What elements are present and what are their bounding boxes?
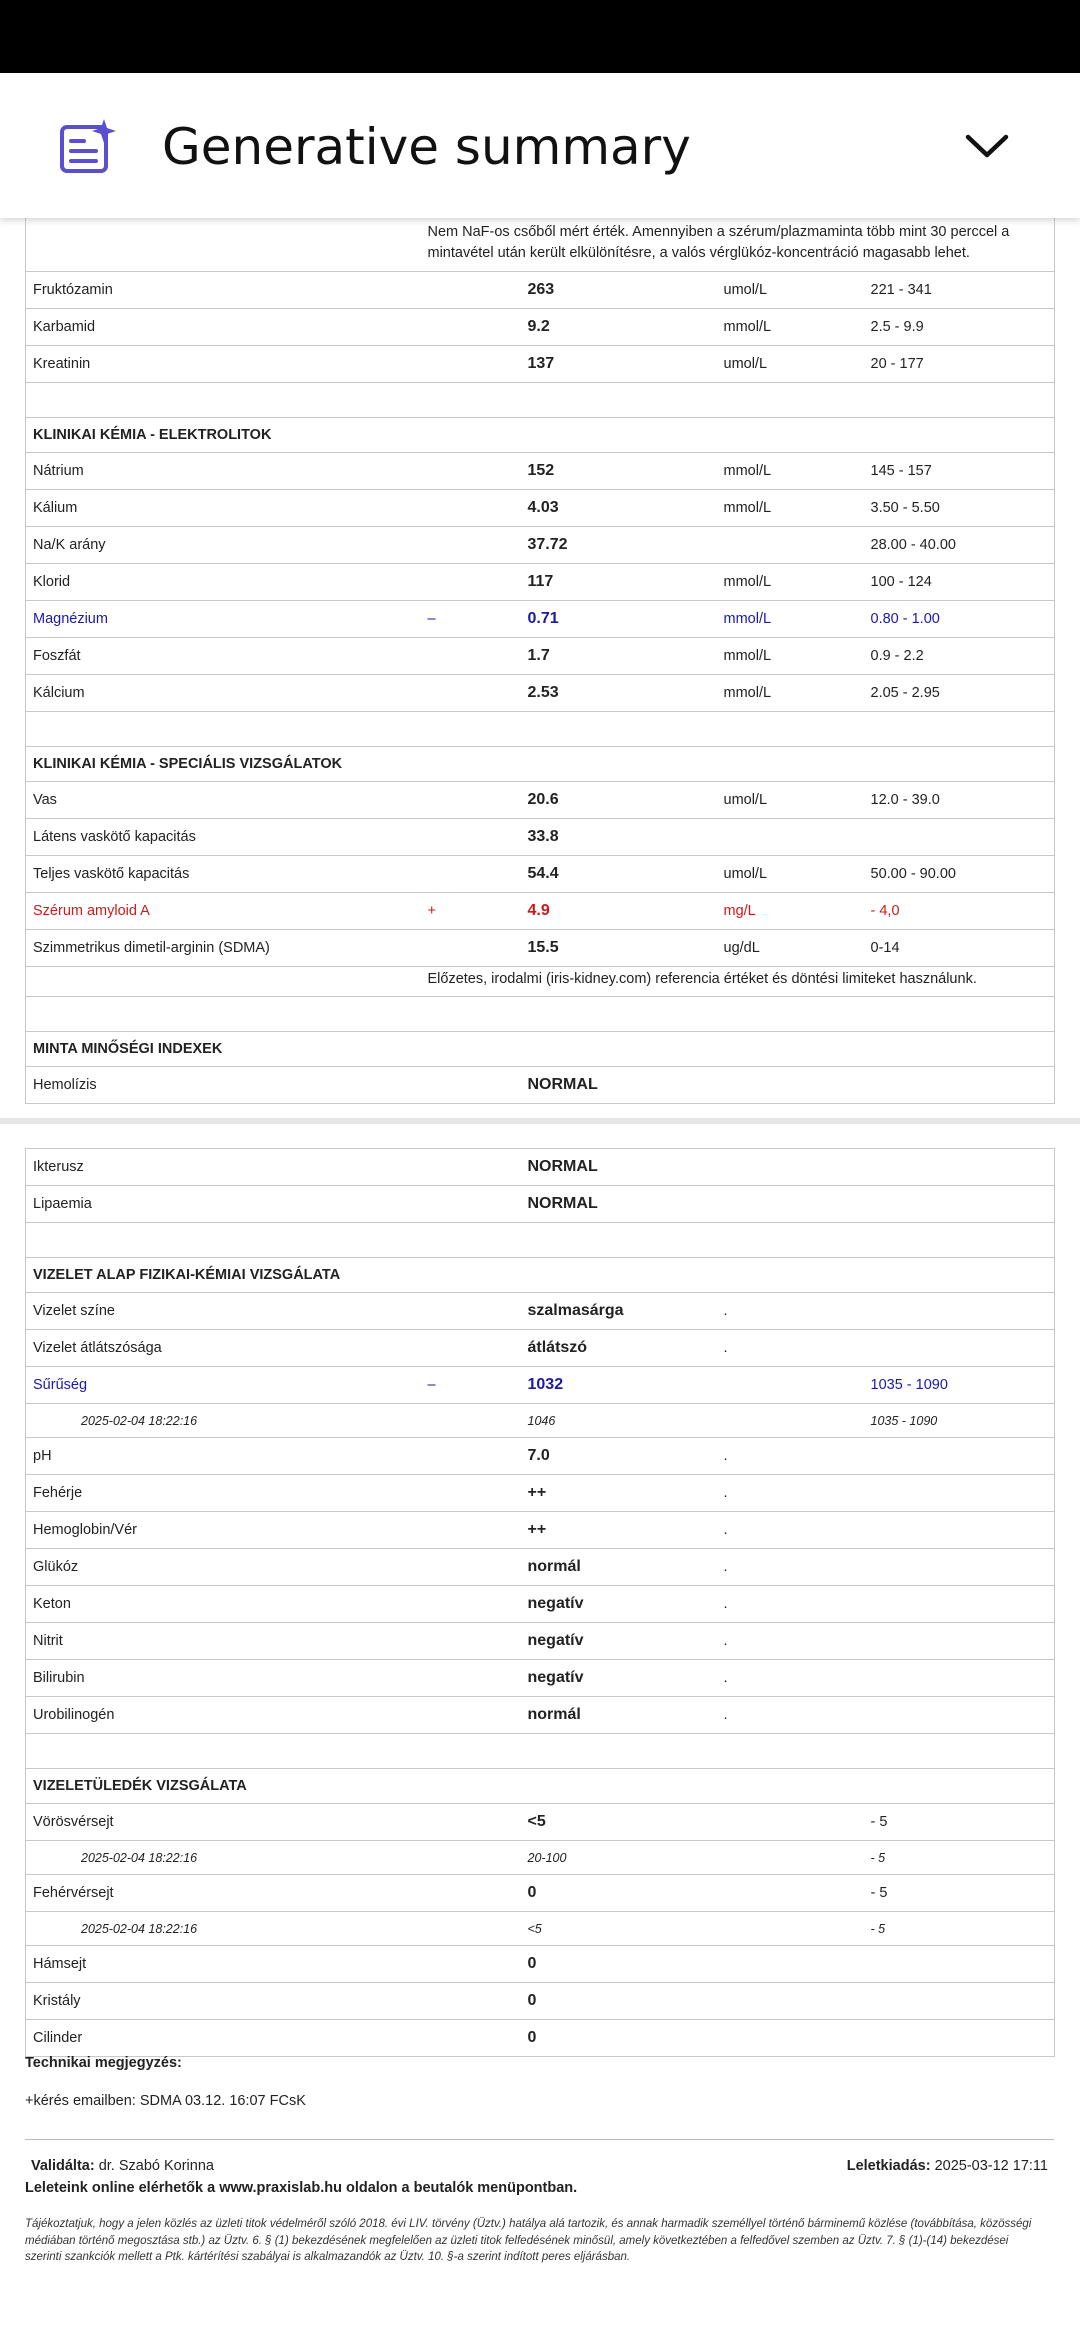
result-unit: .: [717, 1330, 864, 1367]
result-unit: [717, 1804, 864, 1841]
result-unit: ug/dL: [717, 930, 864, 967]
result-unit: .: [717, 1475, 864, 1512]
result-flag: [421, 1293, 521, 1330]
section-header: [26, 1032, 1055, 1067]
result-unit: mmol/L: [717, 601, 864, 638]
empty-cell: [421, 1912, 521, 1946]
result-value: normál: [521, 1697, 717, 1734]
result-value: negatív: [521, 1660, 717, 1697]
result-row: [26, 638, 1055, 675]
test-name: Fehérje: [26, 1475, 421, 1512]
result-row: [26, 527, 1055, 564]
reference-range: 100 - 124: [864, 564, 1055, 601]
test-name: Nitrit: [26, 1623, 421, 1660]
result-value: 263: [521, 272, 717, 309]
result-value: 0.71: [521, 601, 717, 638]
history-range: 1035 - 1090: [864, 1404, 1055, 1438]
empty-cell: [421, 1841, 521, 1875]
result-flag: [421, 1946, 521, 1983]
reference-range: 221 - 341: [864, 272, 1055, 309]
reference-range: [864, 1438, 1055, 1475]
result-row: [26, 2020, 1055, 2057]
test-name: Kristály: [26, 1983, 421, 2020]
result-unit: [717, 527, 864, 564]
reference-range: 0-14: [864, 930, 1055, 967]
result-flag: [421, 1475, 521, 1512]
results-table: [25, 218, 1055, 1104]
result-row: [26, 272, 1055, 309]
note-text: Előzetes, irodalmi (iris-kidney.com) referencia értéket és döntési limiteket használunk.: [421, 967, 1055, 997]
result-value: 7.0: [521, 1438, 717, 1475]
result-unit: [717, 1186, 864, 1223]
test-name: Nátrium: [26, 453, 421, 490]
result-row: [26, 490, 1055, 527]
result-row: [26, 1697, 1055, 1734]
test-name: Fehérvérsejt: [26, 1875, 421, 1912]
empty-cell: [26, 712, 1055, 747]
result-value: 4.9: [521, 893, 717, 930]
result-row: [26, 1512, 1055, 1549]
result-flag: [421, 1549, 521, 1586]
result-flag: [421, 1804, 521, 1841]
test-name: Hemoglobin/Vér: [26, 1512, 421, 1549]
spacer-row: [26, 712, 1055, 747]
result-value: negatív: [521, 1586, 717, 1623]
reference-range: [864, 1149, 1055, 1186]
result-value: 0: [521, 1946, 717, 1983]
section-title: KLINIKAI KÉMIA - SPECIÁLIS VIZSGÁLATOK: [26, 747, 1055, 782]
result-row: [26, 893, 1055, 930]
empty-cell: [421, 1404, 521, 1438]
result-value: 0: [521, 2020, 717, 2057]
result-unit: [717, 1367, 864, 1404]
result-flag: [421, 1438, 521, 1475]
result-row: [26, 346, 1055, 383]
result-row: [26, 856, 1055, 893]
result-value: 15.5: [521, 930, 717, 967]
reference-range: - 5: [864, 1875, 1055, 1912]
result-unit: .: [717, 1660, 864, 1697]
result-value: 0: [521, 1875, 717, 1912]
result-value: 1.7: [521, 638, 717, 675]
test-name: Hemolízis: [26, 1067, 421, 1104]
reference-range: 1035 - 1090: [864, 1367, 1055, 1404]
result-unit: mmol/L: [717, 490, 864, 527]
reference-range: 145 - 157: [864, 453, 1055, 490]
note-row: [26, 218, 1055, 272]
reference-range: 28.00 - 40.00: [864, 527, 1055, 564]
history-date: 2025-02-04 18:22:16: [26, 1841, 421, 1875]
result-unit: .: [717, 1697, 864, 1734]
result-row: [26, 1149, 1055, 1186]
spacer-row: [26, 1734, 1055, 1769]
test-name: Fruktózamin: [26, 272, 421, 309]
result-unit: [717, 1983, 864, 2020]
result-unit: .: [717, 1512, 864, 1549]
result-value: ++: [521, 1475, 717, 1512]
result-flag: [421, 490, 521, 527]
test-name: pH: [26, 1438, 421, 1475]
result-unit: [717, 819, 864, 856]
result-flag: [421, 453, 521, 490]
result-unit: umol/L: [717, 782, 864, 819]
result-value: 0: [521, 1983, 717, 2020]
history-range: - 5: [864, 1912, 1055, 1946]
result-flag: [421, 1186, 521, 1223]
result-value: 9.2: [521, 309, 717, 346]
empty-cell: [26, 1734, 1055, 1769]
result-flag: [421, 272, 521, 309]
result-row: [26, 453, 1055, 490]
result-row: [26, 601, 1055, 638]
history-value: 20-100: [521, 1841, 717, 1875]
reference-range: 0.80 - 1.00: [864, 601, 1055, 638]
test-name: Glükóz: [26, 1549, 421, 1586]
reference-range: [864, 1586, 1055, 1623]
reference-range: 12.0 - 39.0: [864, 782, 1055, 819]
reference-range: [864, 1946, 1055, 1983]
empty-cell: [717, 1841, 864, 1875]
reference-range: 3.50 - 5.50: [864, 490, 1055, 527]
test-name: Kálcium: [26, 675, 421, 712]
result-flag: [421, 1512, 521, 1549]
test-name: Na/K arány: [26, 527, 421, 564]
result-flag: [421, 819, 521, 856]
empty-cell: [26, 1223, 1055, 1258]
result-value: 1032: [521, 1367, 717, 1404]
result-value: 54.4: [521, 856, 717, 893]
empty-cell: [717, 1912, 864, 1946]
history-range: - 5: [864, 1841, 1055, 1875]
result-flag: [421, 527, 521, 564]
result-value: <5: [521, 1804, 717, 1841]
result-row: [26, 1475, 1055, 1512]
result-flag: [421, 782, 521, 819]
result-row: [26, 1293, 1055, 1330]
chevron-down-icon[interactable]: [962, 125, 1012, 165]
result-unit: .: [717, 1438, 864, 1475]
result-row: [26, 1586, 1055, 1623]
reference-range: [864, 1549, 1055, 1586]
test-name: Magnézium: [26, 601, 421, 638]
result-value: normál: [521, 1549, 717, 1586]
report-page-2: [25, 1148, 1054, 2057]
test-name: Bilirubin: [26, 1660, 421, 1697]
test-name: Kreatinin: [26, 346, 421, 383]
result-row: [26, 1549, 1055, 1586]
result-unit: .: [717, 1549, 864, 1586]
result-flag: [421, 1660, 521, 1697]
result-unit: mg/L: [717, 893, 864, 930]
history-date: 2025-02-04 18:22:16: [26, 1912, 421, 1946]
legal-disclaimer: Tájékoztatjuk, hogy a jelen közlés az üzleti titok védelméről szóló 2018. évi LIV. törvény (Üztv.) hatálya alá tartozik, és annak harmadik személlyel történő bárminemű közlése (továbbítása, közösségi médiában történő megosztása stb.) az Üztv. 6. § (1) bekezdésének megfelelően az üzleti titok felfedésének minősül, amely következtében a felfedővel szemben az Üztv. 7. § (1)-(14) bekezdései szerinti szankciók mellett a Ptk. kártérítési szabályai is alkalmazandók az Üztv. 10. §-a szerint indított peres eljárásban.: [25, 2218, 1032, 2263]
result-unit: [717, 1067, 864, 1104]
result-row: [26, 1623, 1055, 1660]
reference-range: [864, 1330, 1055, 1367]
note-text: Nem NaF-os csőből mért érték. Amennyiben a szérum/plazmaminta több mint 30 perccel a mintavétel után került elkülönítésre, a valós vérglükóz-koncentráció magasabb lehet.: [421, 218, 1055, 272]
test-name: Vas: [26, 782, 421, 819]
test-name: Ikterusz: [26, 1149, 421, 1186]
reference-range: - 5: [864, 1804, 1055, 1841]
result-flag: –: [421, 1367, 521, 1404]
test-name: Klorid: [26, 564, 421, 601]
reference-range: 50.00 - 90.00: [864, 856, 1055, 893]
result-flag: [421, 346, 521, 383]
test-name: Cilinder: [26, 2020, 421, 2057]
test-name: Keton: [26, 1586, 421, 1623]
note-row: [26, 967, 1055, 997]
validated-by-name: dr. Szabó Korinna: [98, 2158, 214, 2174]
technical-note-label: Technikai megjegyzés:: [25, 2055, 182, 2071]
result-value: 137: [521, 346, 717, 383]
result-row: [26, 1367, 1055, 1404]
validated-by-label: Validálta:: [31, 2158, 95, 2174]
header-title: Generative summary: [162, 118, 691, 176]
result-flag: [421, 1067, 521, 1104]
test-name: Vizelet színe: [26, 1293, 421, 1330]
reference-range: [864, 1660, 1055, 1697]
result-row: [26, 1804, 1055, 1841]
history-row: [26, 1912, 1055, 1946]
result-unit: mmol/L: [717, 564, 864, 601]
result-value: 33.8: [521, 819, 717, 856]
result-value: NORMAL: [521, 1186, 717, 1223]
spacer-row: [26, 383, 1055, 418]
result-row: [26, 1186, 1055, 1223]
section-title: VIZELET ALAP FIZIKAI-KÉMIAI VIZSGÁLATA: [26, 1258, 1055, 1293]
result-unit: mmol/L: [717, 675, 864, 712]
result-flag: [421, 930, 521, 967]
test-name: Szérum amyloid A: [26, 893, 421, 930]
result-value: 2.53: [521, 675, 717, 712]
test-name: Urobilinogén: [26, 1697, 421, 1734]
test-name: Karbamid: [26, 309, 421, 346]
result-unit: .: [717, 1586, 864, 1623]
app-header: [0, 73, 1080, 218]
test-name: Teljes vaskötő kapacitás: [26, 856, 421, 893]
result-row: [26, 930, 1055, 967]
history-value: <5: [521, 1912, 717, 1946]
result-row: [26, 1983, 1055, 2020]
section-header: [26, 1769, 1055, 1804]
reference-range: [864, 1697, 1055, 1734]
test-name: Vörösvérsejt: [26, 1804, 421, 1841]
result-value: 117: [521, 564, 717, 601]
section-header: [26, 747, 1055, 782]
empty-cell: [26, 383, 1055, 418]
result-value: NORMAL: [521, 1149, 717, 1186]
issue-date-value: 2025-03-12 17:11: [934, 2158, 1048, 2174]
result-row: [26, 1946, 1055, 1983]
result-row: [26, 782, 1055, 819]
spacer-row: [26, 997, 1055, 1032]
reference-range: 2.05 - 2.95: [864, 675, 1055, 712]
reference-range: 20 - 177: [864, 346, 1055, 383]
history-value: 1046: [521, 1404, 717, 1438]
result-value: szalmasárga: [521, 1293, 717, 1330]
empty-cell: [26, 997, 1055, 1032]
result-value: 20.6: [521, 782, 717, 819]
empty-cell: [26, 967, 421, 997]
result-row: [26, 1875, 1055, 1912]
result-unit: umol/L: [717, 346, 864, 383]
result-unit: umol/L: [717, 272, 864, 309]
section-header: [26, 418, 1055, 453]
test-name: Vizelet átlátszósága: [26, 1330, 421, 1367]
result-row: [26, 1330, 1055, 1367]
test-name: Látens vaskötő kapacitás: [26, 819, 421, 856]
result-unit: [717, 1875, 864, 1912]
result-value: átlátszó: [521, 1330, 717, 1367]
result-row: [26, 819, 1055, 856]
result-value: NORMAL: [521, 1067, 717, 1104]
section-title: KLINIKAI KÉMIA - ELEKTROLITOK: [26, 418, 1055, 453]
report-page-1: [25, 218, 1054, 1104]
history-row: [26, 1841, 1055, 1875]
reference-range: 2.5 - 9.9: [864, 309, 1055, 346]
empty-cell: [717, 1404, 864, 1438]
result-flag: [421, 1983, 521, 2020]
validated-by: [31, 2158, 214, 2174]
result-unit: .: [717, 1623, 864, 1660]
result-flag: [421, 856, 521, 893]
status-bar: [0, 0, 1080, 73]
reference-range: [864, 1293, 1055, 1330]
history-date: 2025-02-04 18:22:16: [26, 1404, 421, 1438]
result-flag: +: [421, 893, 521, 930]
result-flag: –: [421, 601, 521, 638]
history-row: [26, 1404, 1055, 1438]
result-unit: mmol/L: [717, 453, 864, 490]
footer-divider: [25, 2139, 1054, 2140]
result-flag: [421, 1586, 521, 1623]
reference-range: [864, 819, 1055, 856]
result-value: 4.03: [521, 490, 717, 527]
result-flag: [421, 1149, 521, 1186]
test-name: Foszfát: [26, 638, 421, 675]
result-flag: [421, 309, 521, 346]
online-results-note: Leleteink online elérhetők a www.praxislab.hu oldalon a beutalók menüpontban.: [25, 2180, 578, 2196]
reference-range: [864, 2020, 1055, 2057]
issue-date-label: Leletkiadás:: [846, 2158, 931, 2174]
result-flag: [421, 1330, 521, 1367]
section-title: MINTA MINŐSÉGI INDEXEK: [26, 1032, 1055, 1067]
reference-range: [864, 1067, 1055, 1104]
section-title: VIZELETÜLEDÉK VIZSGÁLATA: [26, 1769, 1055, 1804]
result-flag: [421, 1697, 521, 1734]
result-unit: [717, 2020, 864, 2057]
result-unit: [717, 1149, 864, 1186]
result-value: 152: [521, 453, 717, 490]
test-name: Hámsejt: [26, 1946, 421, 1983]
reference-range: [864, 1983, 1055, 2020]
result-unit: mmol/L: [717, 638, 864, 675]
result-value: ++: [521, 1512, 717, 1549]
test-name: Lipaemia: [26, 1186, 421, 1223]
result-unit: [717, 1946, 864, 1983]
result-row: [26, 1660, 1055, 1697]
result-row: [26, 564, 1055, 601]
results-table: [25, 1148, 1055, 2057]
test-name: Kálium: [26, 490, 421, 527]
result-flag: [421, 1875, 521, 1912]
test-name: Szimmetrikus dimetil-arginin (SDMA): [26, 930, 421, 967]
result-unit: umol/L: [717, 856, 864, 893]
empty-cell: [26, 218, 421, 272]
result-row: [26, 675, 1055, 712]
section-header: [26, 1258, 1055, 1293]
result-flag: [421, 564, 521, 601]
result-unit: .: [717, 1293, 864, 1330]
reference-range: [864, 1186, 1055, 1223]
result-row: [26, 309, 1055, 346]
reference-range: [864, 1623, 1055, 1660]
result-flag: [421, 1623, 521, 1660]
result-flag: [421, 2020, 521, 2057]
reference-range: [864, 1475, 1055, 1512]
reference-range: [864, 1512, 1055, 1549]
result-row: [26, 1438, 1055, 1475]
page-divider: [0, 1118, 1080, 1124]
reference-range: 0.9 - 2.2: [864, 638, 1055, 675]
technical-note-text: +kérés emailben: SDMA 03.12. 16:07 FCsK: [25, 2093, 306, 2109]
spacer-row: [26, 1223, 1055, 1258]
ai-summary-icon: [58, 117, 116, 175]
result-unit: mmol/L: [717, 309, 864, 346]
issue-date: [847, 2158, 1048, 2174]
result-value: negatív: [521, 1623, 717, 1660]
result-value: 37.72: [521, 527, 717, 564]
result-flag: [421, 675, 521, 712]
reference-range: - 4,0: [864, 893, 1055, 930]
result-row: [26, 1067, 1055, 1104]
result-flag: [421, 638, 521, 675]
test-name: Sűrűség: [26, 1367, 421, 1404]
